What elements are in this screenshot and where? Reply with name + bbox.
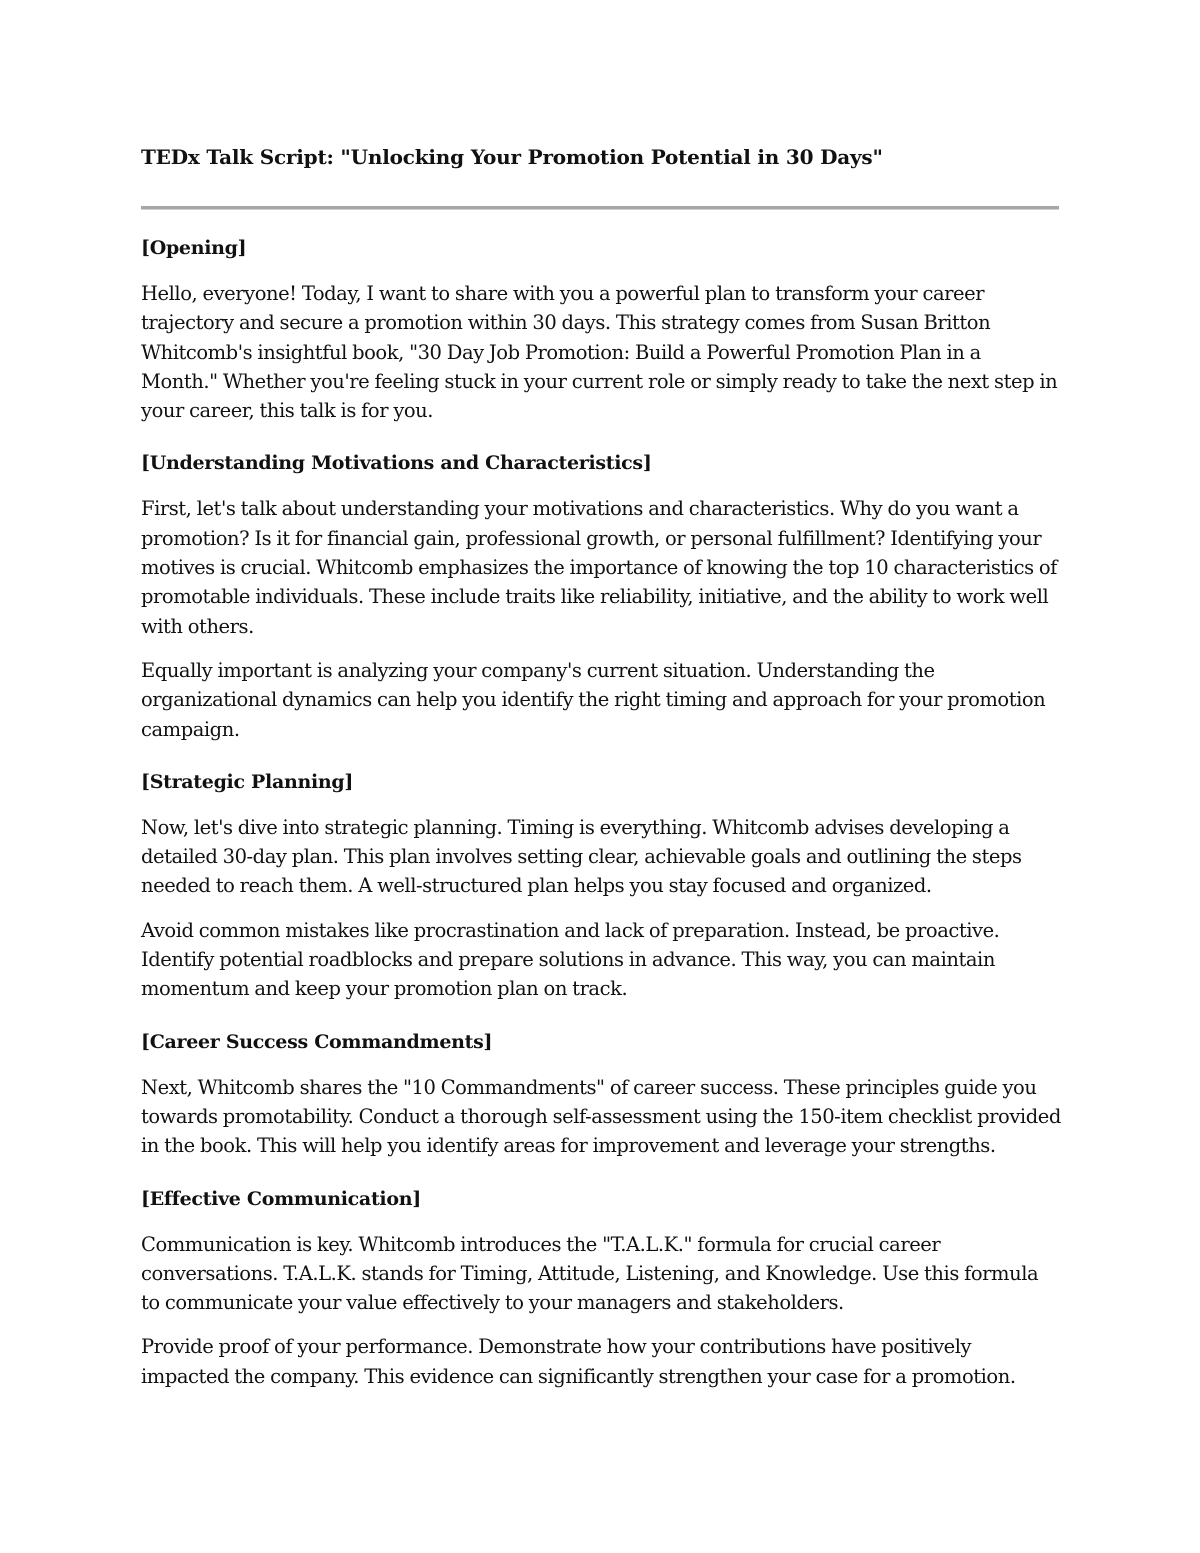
section-strategic-planning [141, 768, 1061, 1004]
section-heading: [Opening] [141, 237, 247, 259]
paragraph: Provide proof of your performance. Demonstrate how your contributions have positively impacted the company. This evidence can significantly strengthen your case for a promotion. [141, 1335, 1016, 1388]
paragraph: Hello, everyone! Today, I want to share with you a powerful plan to transform your career trajectory and secure a promotion within 30 days. This strategy comes from Susan Britton Whitcomb's insightful book, "30 Day Job Promotion: Build a Powerful Promotion Plan in a Month." Whether you're feeling stuck in your current role or simply ready to take the next step in your career, this talk is for you. [141, 282, 1058, 423]
document-title: TEDx Talk Script: "Unlocking Your Promotion Potential in 30 Days" [141, 145, 883, 169]
paragraph: Communication is key. Whitcomb introduces the "T.A.L.K." formula for crucial career conversations. T.A.L.K. stands for Timing, Attitude, Listening, and Knowledge. Use this formula to communicate your value effectively to your managers and stakeholders. [141, 1232, 1039, 1315]
section-heading: [Effective Communication] [141, 1187, 421, 1210]
section-career-success-commandments [141, 1028, 1061, 1161]
section-effective-communication [141, 1185, 1061, 1391]
document-page [141, 136, 1061, 1391]
section-heading: [Career Success Commandments] [141, 1030, 493, 1053]
section-heading: [Strategic Planning] [141, 770, 354, 793]
section-heading: [Understanding Motivations and Characteristics] [141, 452, 652, 475]
section-opening [141, 234, 1061, 425]
paragraph: Avoid common mistakes like procrastination and lack of preparation. Instead, be proactive. Identify potential roadblocks and prepare solutions in advance. This way, you can maintain momentum and keep your promotion plan on track. [141, 918, 1000, 1001]
section-understanding-motivations [141, 449, 1061, 743]
horizontal-divider [141, 206, 1059, 210]
paragraph: Equally important is analyzing your company's current situation. Understanding the organizational dynamics can help you identify the right timing and approach for your promotion campaign. [141, 658, 1046, 741]
paragraph: Now, let's dive into strategic planning. Timing is everything. Whitcomb advises developing a detailed 30-day plan. This plan involves setting clear, achievable goals and outlining the steps needed to reach them. A well-structured plan helps you stay focused and organized. [141, 815, 1022, 898]
paragraph: First, let's talk about understanding your motivations and characteristics. Why do you want a promotion? Is it for financial gain, professional growth, or personal fulfillment? Identifying your motives is crucial. Whitcomb emphasizes the importance of knowing the top 10 characteristics of promotable individuals. These include traits like reliability, initiative, and the ability to work well with others. [141, 497, 1057, 638]
paragraph: Next, Whitcomb shares the "10 Commandments" of career success. These principles guide you towards promotability. Conduct a thorough self-assessment using the 150-item checklist provided in the book. This will help you identify areas for improvement and leverage your strengths. [141, 1075, 1061, 1158]
